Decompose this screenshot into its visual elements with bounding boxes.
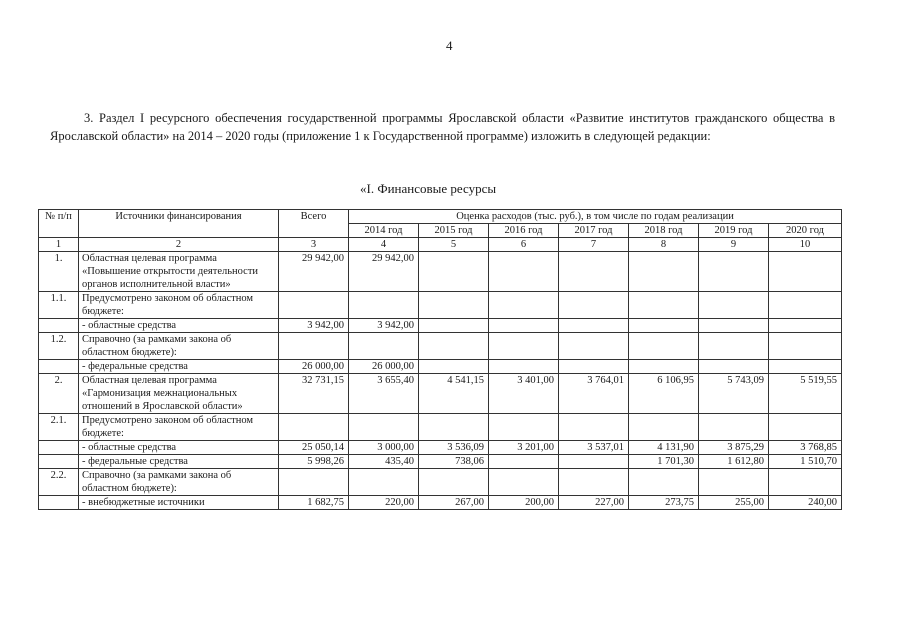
column-number: 5	[419, 238, 489, 252]
header-source: Источники финансирования	[79, 210, 279, 238]
row-number: 2.1.	[39, 414, 79, 441]
row-value: 1 682,75	[279, 496, 349, 510]
row-value: 3 768,85	[769, 441, 842, 455]
row-value	[699, 252, 769, 292]
row-value	[279, 414, 349, 441]
row-value: 220,00	[349, 496, 419, 510]
row-value: 3 401,00	[489, 374, 559, 414]
row-source: - федеральные средства	[79, 360, 279, 374]
table-row	[39, 374, 842, 414]
row-value	[419, 360, 489, 374]
header-year: 2019 год	[699, 224, 769, 238]
column-number: 2	[79, 238, 279, 252]
row-value: 4 541,15	[419, 374, 489, 414]
row-source: - внебюджетные источники	[79, 496, 279, 510]
row-value	[489, 292, 559, 319]
row-value	[629, 414, 699, 441]
row-value: 26 000,00	[349, 360, 419, 374]
row-value: 4 131,90	[629, 441, 699, 455]
row-value: 227,00	[559, 496, 629, 510]
row-value	[769, 292, 842, 319]
column-number: 8	[629, 238, 699, 252]
row-value: 3 942,00	[279, 319, 349, 333]
column-numbers-row	[39, 238, 842, 252]
row-value	[629, 292, 699, 319]
row-value	[419, 319, 489, 333]
row-value: 240,00	[769, 496, 842, 510]
row-value	[699, 360, 769, 374]
row-value: 32 731,15	[279, 374, 349, 414]
row-value	[419, 252, 489, 292]
row-value: 273,75	[629, 496, 699, 510]
header-row	[39, 210, 842, 224]
row-value	[559, 414, 629, 441]
row-value	[279, 292, 349, 319]
row-number	[39, 360, 79, 374]
row-value: 29 942,00	[349, 252, 419, 292]
row-value	[489, 360, 559, 374]
table-row	[39, 441, 842, 455]
row-number	[39, 441, 79, 455]
column-number: 1	[39, 238, 79, 252]
column-number: 3	[279, 238, 349, 252]
header-num: № п/п	[39, 210, 79, 238]
row-value	[769, 469, 842, 496]
table-row	[39, 333, 842, 360]
row-source: Предусмотрено законом об областном бюджете:	[79, 414, 279, 441]
row-value	[559, 333, 629, 360]
row-value	[559, 319, 629, 333]
row-value	[559, 252, 629, 292]
row-value	[769, 360, 842, 374]
header-year: 2016 год	[489, 224, 559, 238]
row-number: 1.	[39, 252, 79, 292]
row-value: 3 942,00	[349, 319, 419, 333]
row-value	[489, 333, 559, 360]
row-value	[279, 469, 349, 496]
row-value	[419, 292, 489, 319]
column-number: 4	[349, 238, 419, 252]
row-value	[489, 469, 559, 496]
row-value	[629, 319, 699, 333]
table-row	[39, 292, 842, 319]
financial-resources-table	[38, 209, 842, 510]
row-value: 3 764,01	[559, 374, 629, 414]
row-value	[559, 455, 629, 469]
row-value	[489, 414, 559, 441]
row-value	[349, 292, 419, 319]
row-value	[559, 360, 629, 374]
page-number: 4	[446, 38, 453, 53]
row-value: 3 875,29	[699, 441, 769, 455]
row-value: 435,40	[349, 455, 419, 469]
table-row	[39, 252, 842, 292]
row-source: Предусмотрено законом об областном бюджете:	[79, 292, 279, 319]
row-value	[279, 333, 349, 360]
column-number: 9	[699, 238, 769, 252]
row-value	[699, 292, 769, 319]
header-year: 2018 год	[629, 224, 699, 238]
header-year: 2014 год	[349, 224, 419, 238]
table-row	[39, 319, 842, 333]
row-source: Справочно (за рамками закона об областном бюджете):	[79, 469, 279, 496]
row-value	[699, 333, 769, 360]
row-value	[629, 360, 699, 374]
row-value: 25 050,14	[279, 441, 349, 455]
row-value	[489, 252, 559, 292]
row-value	[769, 414, 842, 441]
header-year: 2015 год	[419, 224, 489, 238]
header-estimate: Оценка расходов (тыс. руб.), в том числе по годам реализации	[349, 210, 842, 224]
column-number: 10	[769, 238, 842, 252]
row-value: 3 201,00	[489, 441, 559, 455]
row-source: Областная целевая программа «Повышение открытости деятельности органов исполнительной власти»	[79, 252, 279, 292]
row-value: 3 536,09	[419, 441, 489, 455]
row-value	[419, 414, 489, 441]
row-number: 1.1.	[39, 292, 79, 319]
row-number: 2.	[39, 374, 79, 414]
row-value: 3 000,00	[349, 441, 419, 455]
row-source: Областная целевая программа «Гармонизация межнациональных отношений в Ярославской области»	[79, 374, 279, 414]
row-value	[349, 333, 419, 360]
row-value: 738,06	[419, 455, 489, 469]
row-value: 200,00	[489, 496, 559, 510]
row-source: - областные средства	[79, 319, 279, 333]
section-title: «I. Финансовые ресурсы	[360, 181, 497, 196]
row-value	[419, 333, 489, 360]
row-value	[629, 333, 699, 360]
row-value	[489, 319, 559, 333]
row-value: 1 701,30	[629, 455, 699, 469]
header-total: Всего	[279, 210, 349, 238]
row-value	[699, 469, 769, 496]
intro-paragraph	[50, 110, 835, 145]
row-value: 3 537,01	[559, 441, 629, 455]
row-number	[39, 455, 79, 469]
row-value: 6 106,95	[629, 374, 699, 414]
header-year: 2017 год	[559, 224, 629, 238]
row-value: 1 510,70	[769, 455, 842, 469]
table-row	[39, 414, 842, 441]
row-value: 5 519,55	[769, 374, 842, 414]
intro-text: 3. Раздел I ресурсного обеспечения государственной программы Ярославской области «Развитие институтов гражданского общества в Ярославской области» на 2014 – 2020 годы (приложение 1 к Государственной программе) изложить в следующей редакции:	[50, 111, 835, 143]
row-number: 1.2.	[39, 333, 79, 360]
table-row	[39, 469, 842, 496]
table-row	[39, 360, 842, 374]
table-row	[39, 455, 842, 469]
row-value: 267,00	[419, 496, 489, 510]
row-value	[699, 414, 769, 441]
row-number	[39, 496, 79, 510]
row-value	[489, 455, 559, 469]
row-value	[349, 469, 419, 496]
table-body	[39, 252, 842, 510]
row-value	[769, 252, 842, 292]
row-value	[769, 319, 842, 333]
header-year: 2020 год	[769, 224, 842, 238]
row-number: 2.2.	[39, 469, 79, 496]
table-row	[39, 496, 842, 510]
row-value	[349, 414, 419, 441]
row-value: 255,00	[699, 496, 769, 510]
row-source: - областные средства	[79, 441, 279, 455]
row-value	[559, 292, 629, 319]
row-value: 26 000,00	[279, 360, 349, 374]
row-value	[419, 469, 489, 496]
row-value: 29 942,00	[279, 252, 349, 292]
row-value: 1 612,80	[699, 455, 769, 469]
column-number: 6	[489, 238, 559, 252]
row-source: - федеральные средства	[79, 455, 279, 469]
column-number: 7	[559, 238, 629, 252]
row-value	[559, 469, 629, 496]
row-value	[629, 469, 699, 496]
row-value: 3 655,40	[349, 374, 419, 414]
row-value	[769, 333, 842, 360]
row-number	[39, 319, 79, 333]
row-value	[699, 319, 769, 333]
row-source: Справочно (за рамками закона об областном бюджете):	[79, 333, 279, 360]
row-value: 5 743,09	[699, 374, 769, 414]
row-value	[629, 252, 699, 292]
row-value: 5 998,26	[279, 455, 349, 469]
